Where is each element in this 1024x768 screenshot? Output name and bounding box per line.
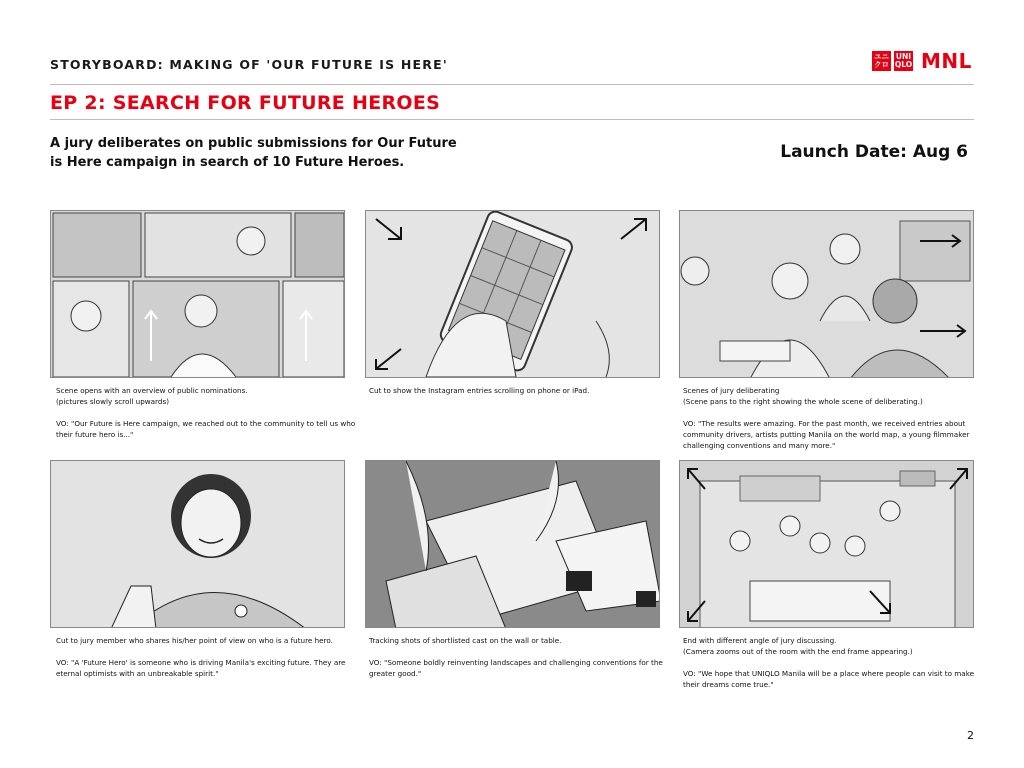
logo-text: UNI <box>895 51 912 61</box>
panel-6-sketch <box>679 460 974 628</box>
panel-1-sketch <box>50 210 345 378</box>
divider <box>50 119 974 120</box>
panel-1-caption <box>56 385 356 451</box>
panel-3-sketch <box>679 210 974 378</box>
storyboard-title: STORYBOARD: MAKING OF 'OUR FUTURE IS HERE' <box>50 57 448 72</box>
panel-5-sketch <box>365 460 660 628</box>
logo-text: クロ <box>874 59 889 69</box>
panel-6-line-2: VO: "We hope that UNIQLO Manila will be a place where people can visit to make their dreams come true." <box>683 669 975 689</box>
panel-4-sketch <box>50 460 345 628</box>
divider <box>50 84 974 85</box>
page-number: 2 <box>967 729 974 742</box>
logo-mnl: MNL <box>921 48 972 73</box>
phone-scroll-sketch <box>366 211 660 378</box>
panel-3-line-1: Scenes of jury deliberating (Scene pans to the right showing the whole scene of deliberating.) <box>683 386 923 406</box>
panel-2-caption <box>369 385 669 407</box>
jury-deliberating-sketch <box>680 211 974 378</box>
panel-2-sketch <box>365 210 660 378</box>
panel-3-line-2: VO: "The results were amazing. For the past month, we received entries about community drivers, artists putting Manila on the world map, a young filmmaker challenging conventions and many more." <box>683 419 970 450</box>
uniqlo-logo <box>872 50 972 71</box>
panel-5-line-1: Tracking shots of shortlisted cast on the wall or table. <box>369 636 562 645</box>
episode-title: EP 2: SEARCH FOR FUTURE HEROES <box>50 92 441 114</box>
intro-text: A jury deliberates on public submissions for Our Future is Here campaign in search of 10 Future Heroes. <box>50 136 457 170</box>
logo-box-latin <box>894 51 913 71</box>
room-zoom-out-sketch <box>680 461 974 628</box>
panel-2-line-1: Cut to show the Instagram entries scrolling on phone or iPad. <box>369 386 590 395</box>
panel-1-line-2: VO: "Our Future is Here campaign, we reached out to the community to tell us who their future hero is..." <box>56 419 356 439</box>
panel-4-caption <box>56 635 356 690</box>
panel-6-line-1: End with different angle of jury discussing. (Camera zooms out of the room with the end frame appearing.) <box>683 636 913 656</box>
panel-4-line-1: Cut to jury member who shares his/her point of view on who is a future hero. <box>56 636 333 645</box>
logo-text: ユニ <box>874 51 889 61</box>
panel-4-line-2: VO: "A 'Future Hero' is someone who is driving Manila's exciting future. They are eternal optimists with an unbreakable spirit." <box>56 658 346 678</box>
panel-3-caption <box>683 385 983 462</box>
jury-member-sketch <box>51 461 345 628</box>
grid-of-nominations-sketch <box>51 211 345 378</box>
panel-5-caption <box>369 635 669 690</box>
logo-text: QLO <box>894 59 913 69</box>
panel-6-caption <box>683 635 983 701</box>
launch-date: Launch Date: Aug 6 <box>780 142 968 162</box>
panel-5-line-2: VO: "Someone boldly reinventing landscapes and challenging conventions for the greater good." <box>369 658 663 678</box>
shortlisted-cast-sketch <box>366 461 660 628</box>
panel-1-line-1: Scene opens with an overview of public nominations. (pictures slowly scroll upwards) <box>56 386 248 406</box>
logo-box-katakana <box>872 51 891 71</box>
